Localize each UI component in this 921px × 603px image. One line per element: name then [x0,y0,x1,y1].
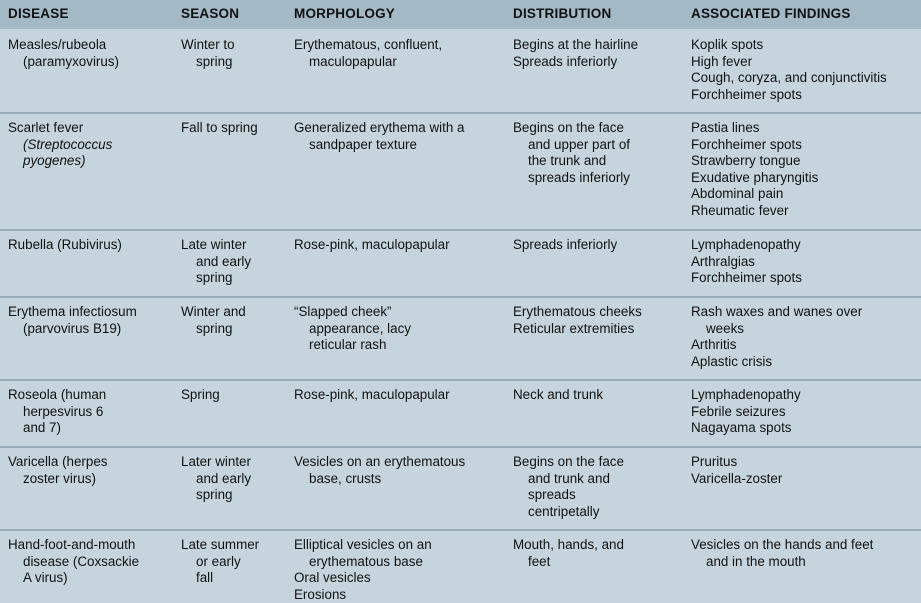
cell-line: (Streptococcus [23,136,113,152]
cell-line: weeks [706,320,744,336]
row-divider [0,112,921,114]
cell-distribution [513,537,624,570]
cell-season [181,537,259,587]
cell-line: Rubella (Rubivirus) [8,237,122,252]
cell-line: (parvovirus B19) [23,320,122,336]
cell-line: spring [196,320,233,336]
cell-line: Febrile seizures [691,403,786,419]
cell-disease [8,304,137,337]
cell-associated-findings [691,537,873,570]
cell-line: Erythema infectiosum [8,304,137,319]
row-divider [0,296,921,298]
cell-disease [8,387,106,437]
cell-distribution [513,387,603,404]
cell-line: Roseola (human [8,387,107,402]
cell-season [181,237,251,287]
header-distribution: DISTRIBUTION [513,6,612,21]
cell-line: Mouth, hands, and [513,537,624,552]
cell-line: Erosions [294,586,347,602]
cell-line: Rheumatic fever [691,202,789,218]
cell-line: Rash waxes and wanes over [691,304,863,319]
cell-distribution [513,237,617,254]
cell-disease [8,454,107,487]
cell-line: spreads [528,487,576,503]
cell-line: Forchheimer spots [691,86,802,102]
cell-season [181,387,220,404]
row-divider [0,529,921,531]
cell-line: Winter and [181,304,246,319]
cell-line: Pruritus [691,454,738,469]
cell-line: maculopapular [309,53,397,69]
cell-associated-findings [691,387,801,437]
cell-morphology [294,37,442,70]
cell-line: Later winter [181,454,251,469]
cell-line: disease (Coxsackie [23,553,140,569]
cell-line: Begins on the face [513,120,624,135]
cell-line: Reticular extremities [513,320,635,336]
cell-line: centripetally [528,503,600,519]
cell-morphology [294,387,450,404]
cell-line: and upper part of [528,136,630,152]
cell-line: Exudative pharyngitis [691,169,819,185]
cell-line: Begins at the hairline [513,37,639,52]
cell-line: and in the mouth [706,553,806,569]
cell-line: Forchheimer spots [691,270,802,286]
cell-line: Generalized erythema with a [294,120,465,135]
cell-line: Late winter [181,237,247,252]
header-disease: DISEASE [8,6,69,21]
cell-line: A virus) [23,570,68,586]
cell-line: Arthralgias [691,253,756,269]
cell-associated-findings [691,237,802,287]
cell-line: Vesicles on the hands and feet [691,537,874,552]
cell-season [181,120,258,137]
cell-line: and trunk and [528,470,610,486]
cell-line: Koplik spots [691,37,764,52]
cell-line: spring [196,487,233,503]
cell-line: Erythematous, confluent, [294,37,443,52]
cell-line: Scarlet fever [8,120,84,135]
cell-line: Strawberry tongue [691,153,801,169]
cell-line: herpesvirus 6 [23,403,104,419]
cell-morphology [294,454,465,487]
cell-associated-findings [691,37,887,103]
cell-line: Neck and trunk [513,387,604,402]
cell-line: the trunk and [528,153,607,169]
cell-line: spreads inferiorly [528,169,630,185]
cell-season [181,304,246,337]
cell-line: pyogenes) [23,153,86,169]
table-header [0,0,921,29]
cell-distribution [513,120,630,186]
cell-line: Hand-foot-and-mouth [8,537,136,552]
cell-morphology [294,120,464,153]
cell-associated-findings [691,304,862,370]
cell-line: spring [196,53,233,69]
cell-line: base, crusts [309,470,382,486]
cell-line: Measles/rubeola [8,37,107,52]
cell-morphology [294,304,411,354]
cell-line: “Slapped cheek” [294,304,392,319]
cell-line: Winter to [181,37,235,52]
cell-disease [8,237,122,254]
cell-line: sandpaper texture [309,136,417,152]
cell-line: feet [528,553,551,569]
cell-morphology [294,537,432,603]
cell-disease [8,537,139,587]
cell-line: (paramyxovirus) [23,53,119,69]
cell-line: Late summer [181,537,260,552]
cell-associated-findings [691,120,818,220]
cell-disease [8,37,119,70]
cell-line: Forchheimer spots [691,136,802,152]
cell-disease [8,120,112,170]
cell-line: Spreads inferiorly [513,53,618,69]
cell-season [181,37,235,70]
cell-line: Rose-pink, maculopapular [294,387,450,402]
cell-distribution [513,37,638,70]
cell-line: Lymphadenopathy [691,387,801,402]
cell-line: Arthritis [691,337,737,353]
cell-line: erythematous base [309,553,423,569]
cell-line: spring [196,270,233,286]
cell-line: reticular rash [309,337,387,353]
cell-line: Lymphadenopathy [691,237,801,252]
cell-line: and 7) [23,420,61,436]
cell-line: Pastia lines [691,120,760,135]
cell-line: Varicella-zoster [691,470,783,486]
cell-line: Vesicles on an erythematous [294,454,466,469]
cell-line: Erythematous cheeks [513,304,642,319]
header-season: SEASON [181,6,240,21]
row-divider [0,379,921,381]
cell-line: and early [196,253,252,269]
cell-morphology [294,237,450,254]
cell-line: Fall to spring [181,120,258,135]
cell-line: Abdominal pain [691,186,784,202]
cell-line: Spring [181,387,220,402]
cell-season [181,454,251,504]
cell-line: or early [196,553,241,569]
cell-line: Elliptical vesicles on an [294,537,432,552]
cell-line: and early [196,470,252,486]
cell-line: Nagayama spots [691,420,792,436]
cell-line: Rose-pink, maculopapular [294,237,450,252]
cell-line: High fever [691,53,753,69]
row-divider [0,446,921,448]
cell-associated-findings [691,454,782,487]
cell-line: zoster virus) [23,470,96,486]
cell-line: Oral vesicles [294,570,371,586]
cell-line: fall [196,570,214,586]
header-associated-findings: ASSOCIATED FINDINGS [691,6,851,21]
row-divider [0,229,921,231]
cell-line: Varicella (herpes [8,454,108,469]
header-morphology: MORPHOLOGY [294,6,396,21]
cell-line: Spreads inferiorly [513,237,618,252]
cell-distribution [513,454,624,520]
cell-line: Cough, coryza, and conjunctivitis [691,70,887,86]
cell-line: Begins on the face [513,454,624,469]
cell-line: appearance, lacy [309,320,411,336]
cell-line: Aplastic crisis [691,353,773,369]
cell-distribution [513,304,642,337]
